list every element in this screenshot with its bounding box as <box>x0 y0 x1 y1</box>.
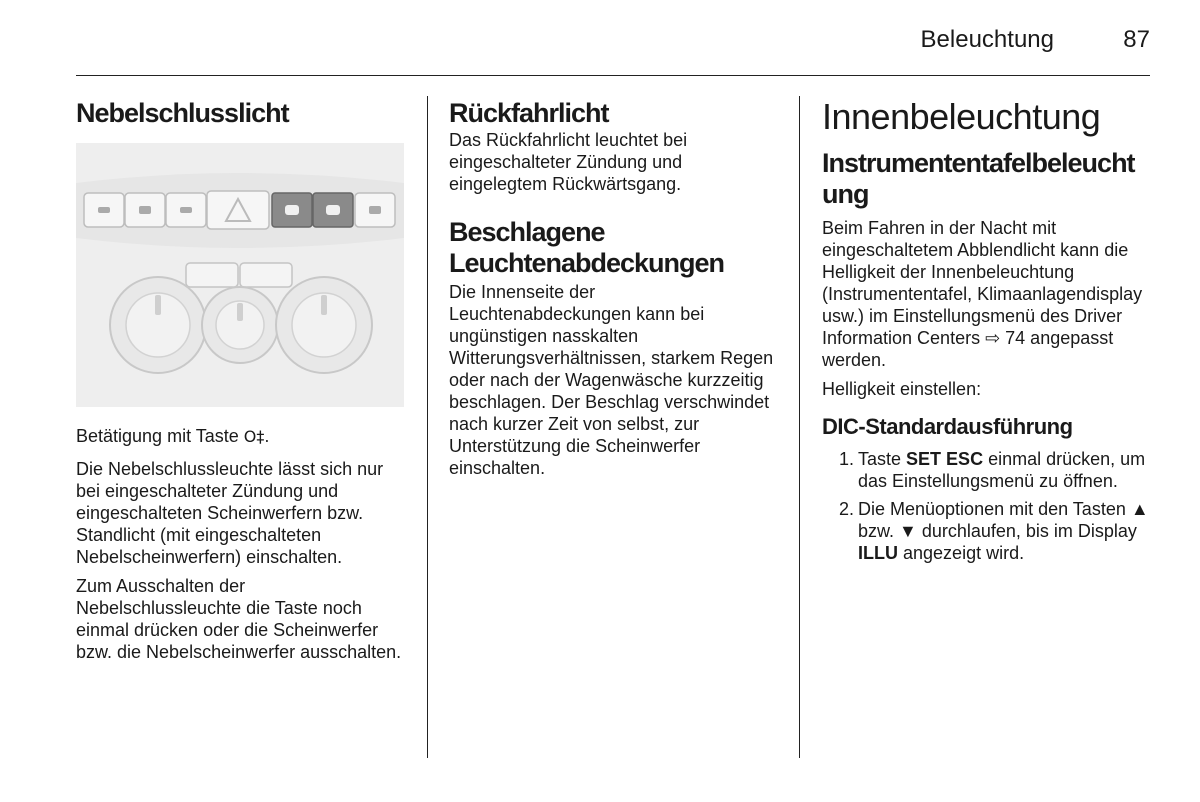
header-rule <box>76 75 1150 76</box>
step-text <box>858 448 1152 492</box>
column-divider-2 <box>799 96 800 758</box>
paragraph: Beim Fahren in der Nacht mit eingeschaltetem Abblendlicht kann die Helligkeit der Innenbeleuchtung (Instrumententafel, Klimaanlagendisplay usw.) im Einstellungsmenü des Driver Information Centers ⇨ 74 angepasst werden. <box>822 218 1143 370</box>
button-label-set-esc: SET ESC <box>906 449 984 469</box>
step-text-part: einmal drücken, um das Einstellungsmenü zu öffnen. <box>858 449 1146 491</box>
step-number: 2. <box>838 499 854 519</box>
subsection-heading-dic-standard: DIC-Standardausführung <box>822 414 1073 439</box>
running-header-title: Beleuchtung <box>920 26 1054 53</box>
paragraph: Die Nebelschlussleuchte lässt sich nur bei eingeschalteter Zündung und eingeschalteten Scheinwerfern bzw. Standlicht (mit eingeschalteten Nebelscheinwerfern) einschalten. <box>76 459 384 567</box>
step-text-part: Die Menüoptionen mit den Tasten ▲ bzw. ▼ durchlaufen, bis im Display <box>858 499 1149 541</box>
step-text-part: Taste <box>858 449 902 469</box>
section-heading-nebelschlusslicht: Nebelschlusslicht <box>76 98 289 128</box>
column-divider-1 <box>427 96 428 758</box>
list-item <box>822 448 1152 492</box>
paragraph: Helligkeit einstellen: <box>822 379 982 399</box>
fog-light-icon: O‡. <box>243 427 270 446</box>
step-text-part: angezeigt wird. <box>903 543 1025 563</box>
caption <box>76 425 408 448</box>
list-item <box>822 498 1152 564</box>
column-2 <box>449 96 779 479</box>
dashboard-illustration <box>76 143 404 407</box>
step-text <box>858 498 1152 564</box>
paragraph: Das Rückfahrlicht leuchtet bei eingeschalteter Zündung und eingelegtem Rückwärtsgang. <box>449 130 688 194</box>
step-number: 1. <box>838 449 854 469</box>
section-heading-beschlagene-leuchtenabdeckungen: Beschlagene Leuchtenabdeckungen <box>449 217 725 278</box>
chapter-heading-innenbeleuchtung: Innenbeleuchtung <box>822 96 1101 137</box>
steps-list <box>822 448 1152 564</box>
paragraph: Die Innenseite der Leuchtenabdeckungen kann bei ungünstigen nasskalten Witterungsverhältnissen, starkem Regen oder nach der Wagenwäsche kurzzeitig beschlagen. Der Beschlag verschwindet nach kurzer Zeit von selbst, zur Unterstützung die Scheinwerfer einschalten. <box>449 282 774 478</box>
section-heading-rueckfahrlicht: Rückfahrlicht <box>449 98 609 128</box>
section-heading-instrumententafelbeleuchtung: Instrumententafelbeleuchtung <box>822 148 1135 209</box>
display-label-illu: ILLU <box>858 543 898 563</box>
column-1 <box>76 96 408 663</box>
caption-text: Betätigung mit Taste <box>76 426 239 446</box>
dashboard-switches-drawing <box>76 143 404 407</box>
column-3 <box>822 96 1152 570</box>
paragraph: Zum Ausschalten der Nebelschlussleuchte die Taste noch einmal drücken oder die Scheinwerfer bzw. die Nebelscheinwerfer ausschalten. <box>76 576 402 662</box>
page-number: 87 <box>1123 26 1150 53</box>
